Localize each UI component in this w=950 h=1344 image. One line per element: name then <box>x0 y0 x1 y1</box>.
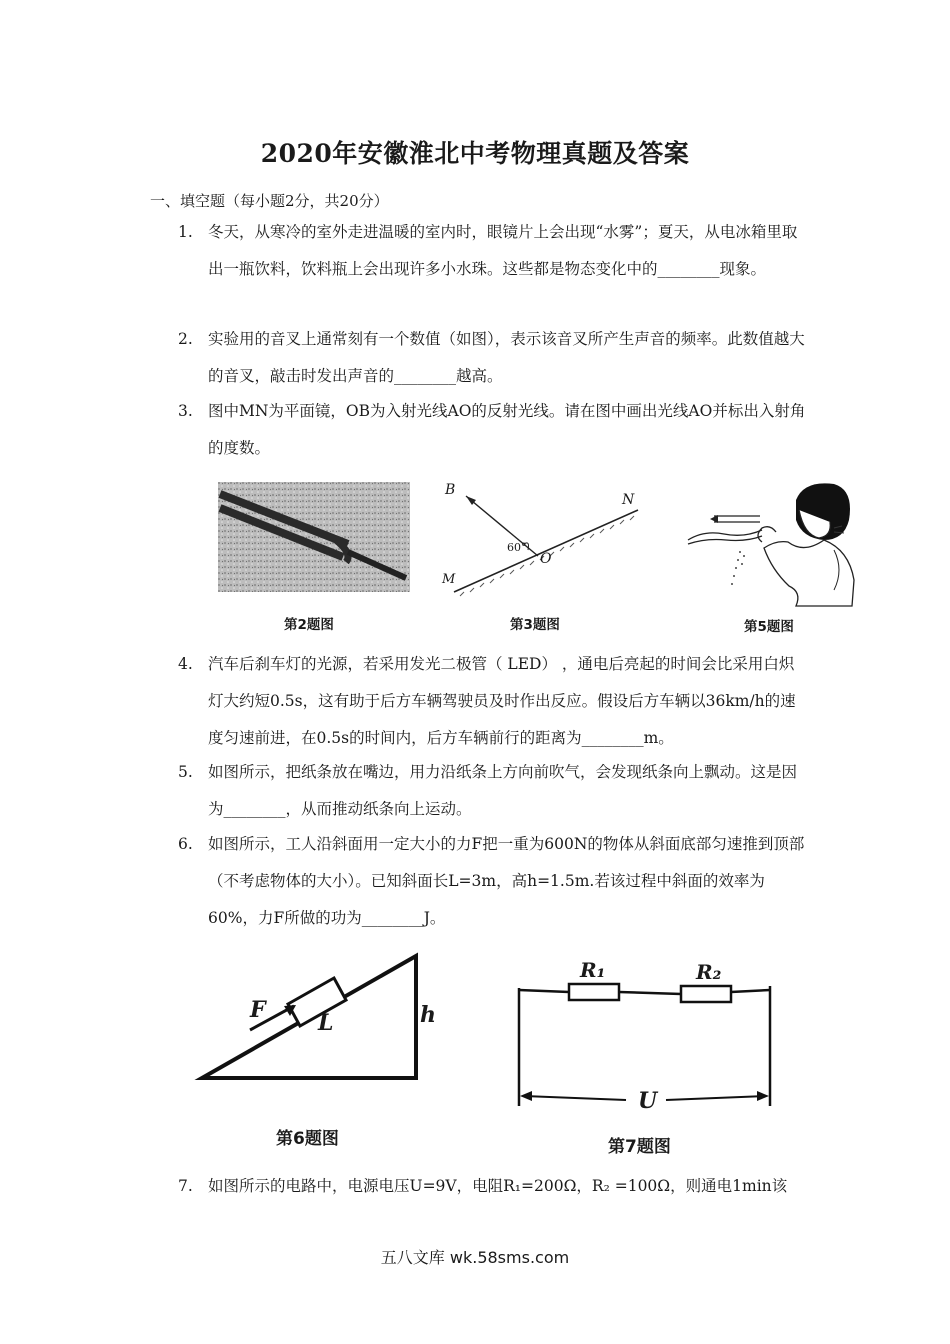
fig6-caption: 第6题图 <box>276 1129 339 1149</box>
question-text: 冬天，从寒冷的室外走进温暖的室内时，眼镜片上会出现“水雾”；夏天，从电冰箱里取出一瓶饮料，饮料瓶上会出现许多小水珠。这些都是物态变化中的________现象。 <box>208 223 798 278</box>
fig3-caption: 第3题图 <box>510 617 560 633</box>
question-number: 1. <box>178 223 193 241</box>
fig3-label-m: M <box>442 572 456 587</box>
fig3-mirror-diagram <box>440 480 640 600</box>
section-heading: 一、填空题（每小题2分，共20分） <box>150 192 389 210</box>
fig3-label-n: N <box>622 492 635 508</box>
fig7-label-r1: R₁ <box>580 958 606 982</box>
fig7-label-u: U <box>638 1088 658 1114</box>
question-number: 2. <box>178 330 193 348</box>
question-5 <box>178 754 808 828</box>
question-2 <box>178 321 808 395</box>
question-text: 如图所示，把纸条放在嘴边，用力沿纸条上方向前吹气，会发现纸条向上飘动。这是因为________，从而推动纸条向上运动。 <box>208 763 798 818</box>
page-title: 2020年安徽淮北中考物理真题及答案 <box>260 139 690 168</box>
question-number: 6. <box>178 835 193 853</box>
fig3-label-angle: 60° <box>507 541 527 554</box>
page-footer: 五八文库 wk.58sms.com <box>380 1248 570 1267</box>
question-1 <box>178 214 808 288</box>
question-text: 图中MN为平面镜，OB为入射光线AO的反射光线。请在图中画出光线AO并标出入射角的度数。 <box>208 402 806 457</box>
fig6-incline-diagram <box>196 950 432 1086</box>
question-text: 实验用的音叉上通常刻有一个数值（如图），表示该音叉所产生声音的频率。此数值越大的音叉，敲击时发出声音的________越高。 <box>208 330 805 385</box>
question-6 <box>178 826 808 937</box>
fig6-label-f: F <box>250 997 266 1023</box>
fig3-label-o: O <box>540 551 552 567</box>
fig5-caption: 第5题图 <box>744 619 794 635</box>
fig7-caption: 第7题图 <box>608 1137 671 1157</box>
question-number: 7. <box>178 1177 193 1195</box>
question-number: 5. <box>178 763 193 781</box>
question-number: 4. <box>178 655 193 673</box>
fig5-boy-blowing-illustration <box>684 480 864 610</box>
fig3-label-b: B <box>445 482 456 498</box>
fig6-label-h: h <box>420 1002 436 1028</box>
fig7-label-r2: R₂ <box>696 960 722 984</box>
question-text: 如图所示，工人沿斜面用一定大小的力F把一重为600N的物体从斜面底部匀速推到顶部（不考虑物体的大小）。已知斜面长L=3m，高h=1.5m.若该过程中斜面的效率为60%，力F所做的功为________J。 <box>208 835 805 927</box>
question-number: 3. <box>178 402 193 420</box>
question-text: 汽车后刹车灯的光源，若采用发光二极管（ LED） ，通电后亮起的时间会比采用白炽灯大约短0.5s，这有助于后方车辆驾驶员及时作出反应。假设后方车辆以36km/h的速度匀速前进，在0.5s的时间内，后方车辆前行的距离为________m。 <box>208 655 796 747</box>
question-4 <box>178 646 808 757</box>
question-7 <box>178 1168 808 1205</box>
question-3 <box>178 393 808 467</box>
fig2-tuning-fork-photo <box>218 482 410 592</box>
fig6-label-l: L <box>318 1010 334 1036</box>
question-text: 如图所示的电路中，电源电压U=9V，电阻R₁=200Ω，R₂ =100Ω，则通电1min该 <box>208 1177 788 1195</box>
fig2-caption: 第2题图 <box>284 617 334 633</box>
